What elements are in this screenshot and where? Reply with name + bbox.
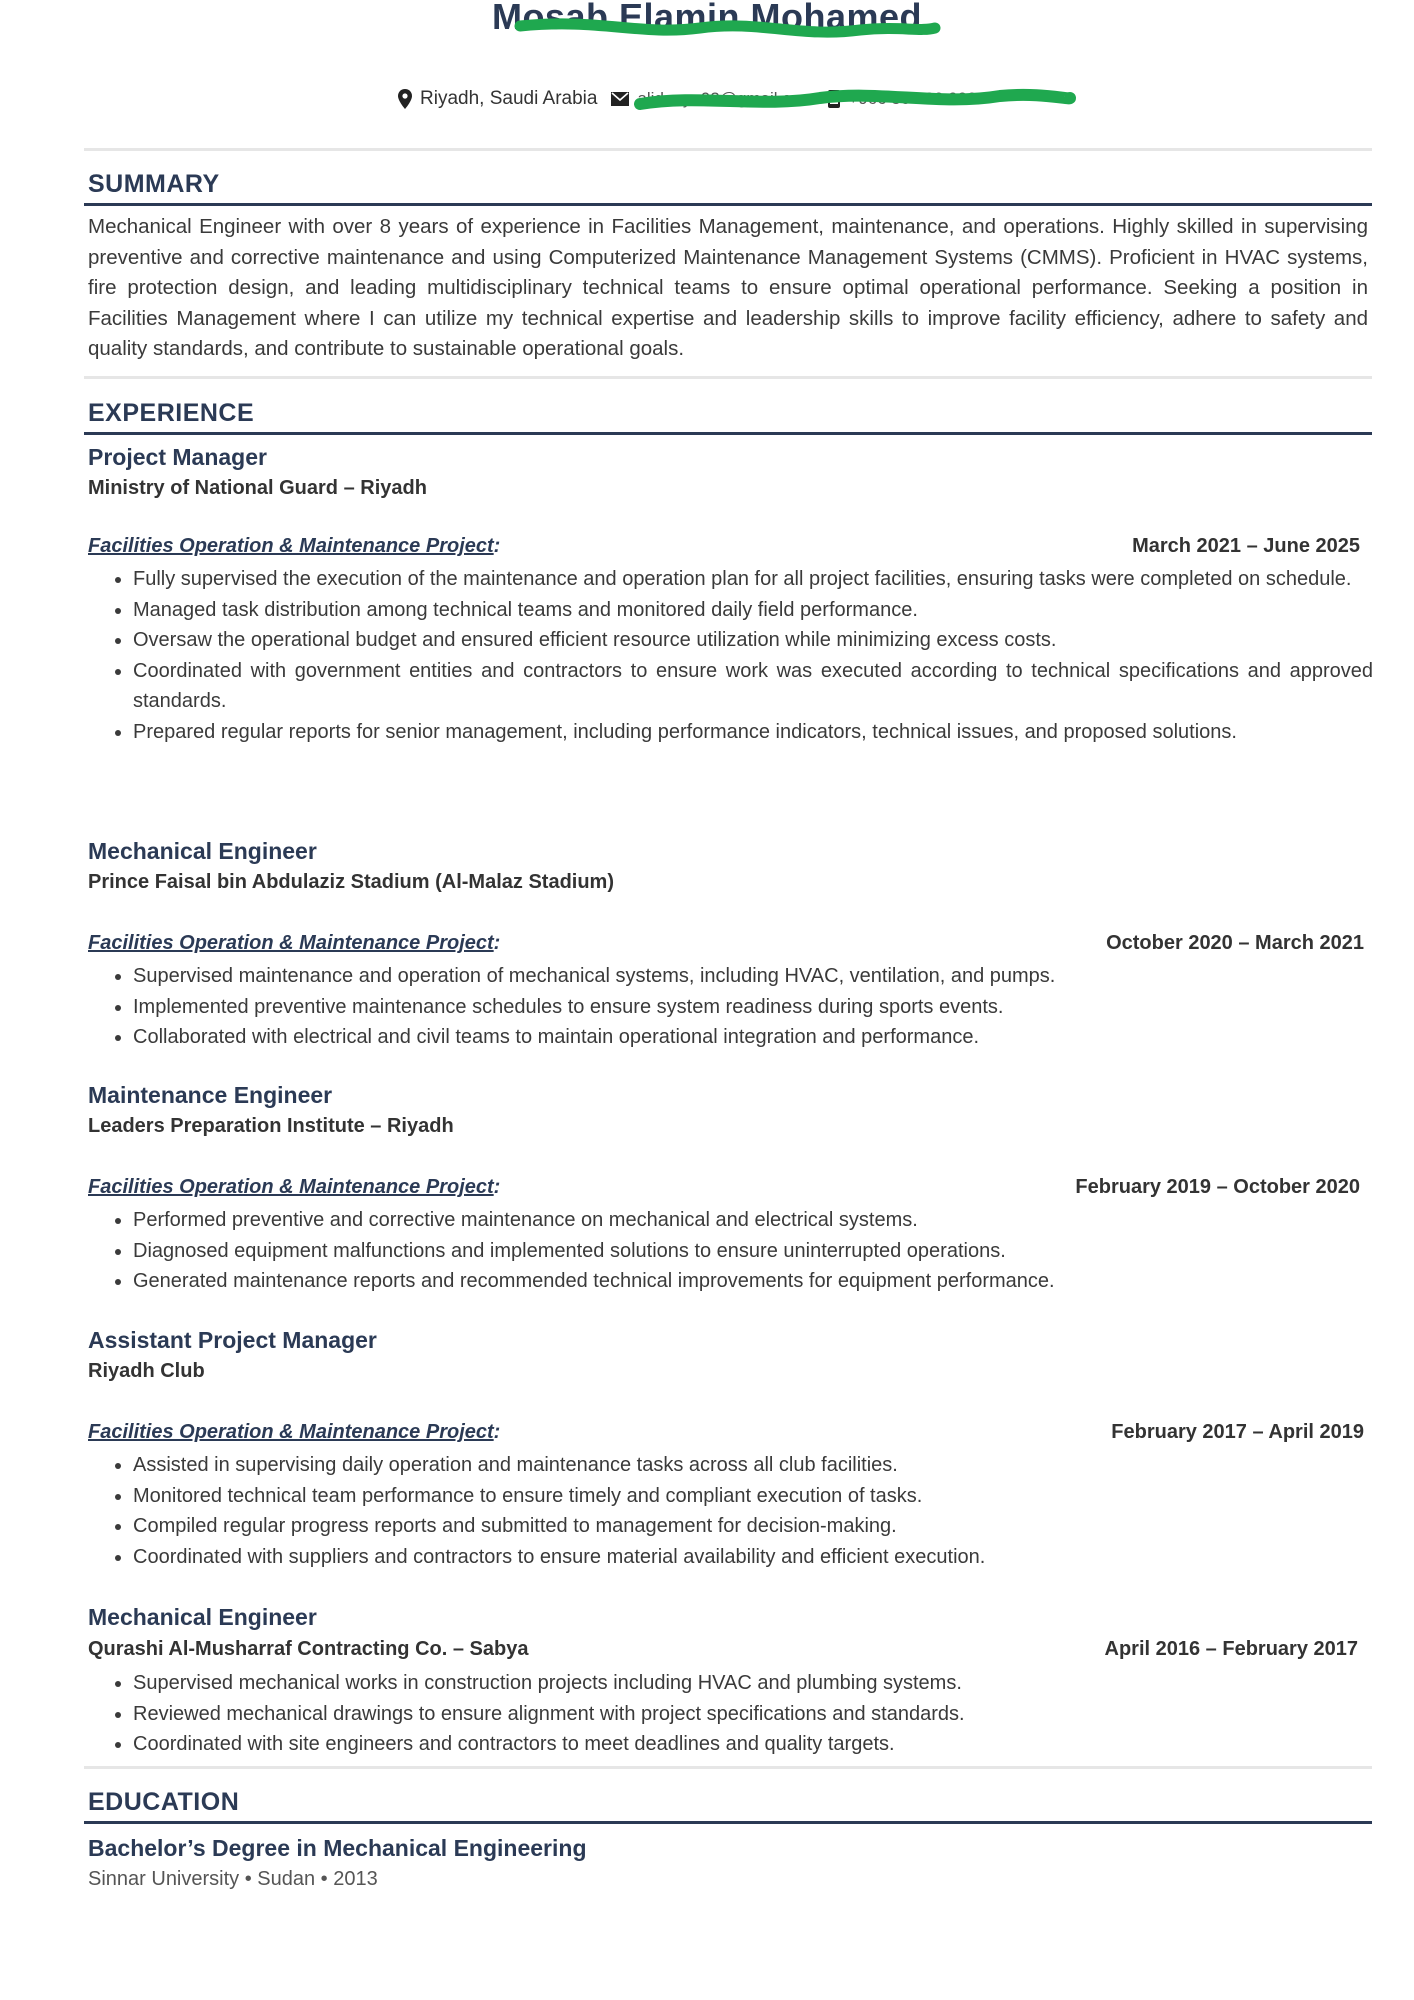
job-bullets — [88, 1450, 1373, 1572]
job-project-label: Facilities Operation & Maintenance Project — [88, 1176, 494, 1198]
resume-header — [0, 0, 1414, 130]
job-bullet: • Oversaw the operational budget and ensured efficient resource utilization while minimizing excess costs. — [133, 625, 1373, 656]
job-bullet: • Coordinated with site engineers and contractors to meet deadlines and quality targets. — [133, 1729, 1373, 1760]
redaction-scribble — [0, 0, 1414, 130]
job-bullets — [88, 1205, 1373, 1297]
job-bullets — [88, 1668, 1373, 1760]
job-project: Facilities Operation & Maintenance Project: — [88, 1421, 501, 1443]
education-rule — [84, 1821, 1372, 1824]
job-bullet: • Diagnosed equipment malfunctions and implemented solutions to ensure uninterrupted operations. — [133, 1236, 1373, 1267]
job-dates: April 2016 – February 2017 — [1104, 1638, 1358, 1660]
school-details: Sinnar University • Sudan • 2013 — [88, 1868, 378, 1890]
job-bullet: • Generated maintenance reports and recommended technical improvements for equipment performance. — [133, 1266, 1373, 1297]
summary-rule — [84, 203, 1372, 206]
job-bullet: • Managed task distribution among technical teams and monitored daily field performance. — [133, 595, 1373, 626]
job-employer: Qurashi Al-Musharraf Contracting Co. – Sabya — [88, 1638, 529, 1660]
degree-title: Bachelor’s Degree in Mechanical Engineering — [88, 1835, 587, 1861]
job-bullet: • Coordinated with suppliers and contractors to ensure material availability and efficient execution. — [133, 1542, 1373, 1573]
education-heading: EDUCATION — [88, 1788, 240, 1816]
job-title: Assistant Project Manager — [88, 1327, 377, 1353]
job-bullets — [88, 564, 1373, 747]
job-bullet: • Supervised maintenance and operation of mechanical systems, including HVAC, ventilation, and pumps. — [133, 961, 1373, 992]
job-title: Project Manager — [88, 444, 267, 470]
job-dates: March 2021 – June 2025 — [1132, 535, 1360, 557]
job-bullet: • Fully supervised the execution of the maintenance and operation plan for all project facilities, ensuring tasks were completed on schedule. — [133, 564, 1373, 595]
summary-heading: SUMMARY — [88, 170, 220, 198]
job-bullet: • Reviewed mechanical drawings to ensure alignment with project specifications and standards. — [133, 1699, 1373, 1730]
job-title: Maintenance Engineer — [88, 1082, 333, 1108]
job-bullet: • Assisted in supervising daily operation and maintenance tasks across all club facilities. — [133, 1450, 1373, 1481]
job-bullet: • Collaborated with electrical and civil teams to maintain operational integration and performance. — [133, 1022, 1373, 1053]
summary-text: Mechanical Engineer with over 8 years of experience in Facilities Management, maintenance, and operations. Highly skilled in supervising preventive and corrective maintenance and using Computerized Maintenance Management Systems (CMMS). Proficient in HVAC systems, fire protection design, and leading multidisciplinary technical teams to ensure optimal operational performance. Seeking a position in Facilities Management where I can utilize my technical expertise and leadership skills to improve facility efficiency, adhere to safety and quality standards, and contribute to sustainable operational goals. — [88, 215, 1368, 360]
job-dates: October 2020 – March 2021 — [1106, 932, 1364, 954]
job-project-label: Facilities Operation & Maintenance Project — [88, 535, 494, 557]
job-project-label: Facilities Operation & Maintenance Project — [88, 1421, 494, 1443]
summary-divider — [84, 376, 1372, 379]
experience-heading: EXPERIENCE — [88, 399, 255, 427]
job-bullet: • Performed preventive and corrective maintenance on mechanical and electrical systems. — [133, 1205, 1373, 1236]
job-bullet: • Coordinated with government entities and contractors to ensure work was executed according to technical specifications and approved standards. — [133, 656, 1373, 717]
candidate-name: Mosab Elamin Mohamed — [491, 0, 923, 37]
contact-phone[interactable]: +966 50 000 0000 — [848, 89, 986, 108]
job-project-label: Facilities Operation & Maintenance Project — [88, 932, 494, 954]
job-bullet: • Monitored technical team performance to ensure timely and compliant execution of tasks. — [133, 1481, 1373, 1512]
job-bullet: • Compiled regular progress reports and submitted to management for decision-making. — [133, 1511, 1373, 1542]
job-dates: February 2017 – April 2019 — [1111, 1421, 1364, 1443]
header-divider — [84, 148, 1372, 151]
job-project: Facilities Operation & Maintenance Project: — [88, 1176, 501, 1198]
experience-divider — [84, 1766, 1372, 1769]
job-project: Facilities Operation & Maintenance Project: — [88, 932, 501, 954]
job-employer: Prince Faisal bin Abdulaziz Stadium (Al-Malaz Stadium) — [88, 871, 614, 893]
job-project: Facilities Operation & Maintenance Project: — [88, 535, 501, 557]
job-employer: Ministry of National Guard – Riyadh — [88, 477, 427, 499]
job-title: Mechanical Engineer — [88, 838, 317, 864]
job-bullet: • Prepared regular reports for senior management, including performance indicators, technical issues, and proposed solutions. — [133, 717, 1373, 748]
contact-email[interactable]: alidaeyo02@gmail.com — [637, 89, 815, 108]
job-employer: Riyadh Club — [88, 1360, 205, 1382]
job-employer: Leaders Preparation Institute – Riyadh — [88, 1115, 454, 1137]
experience-rule — [84, 432, 1372, 435]
job-bullets — [88, 961, 1373, 1053]
job-title: Mechanical Engineer — [88, 1604, 317, 1630]
job-dates: February 2019 – October 2020 — [1075, 1176, 1360, 1198]
contact-location: Riyadh, Saudi Arabia — [420, 88, 598, 109]
job-bullet: • Implemented preventive maintenance schedules to ensure system readiness during sports events. — [133, 992, 1373, 1023]
job-bullet: • Supervised mechanical works in construction projects including HVAC and plumbing systems. — [133, 1668, 1373, 1699]
